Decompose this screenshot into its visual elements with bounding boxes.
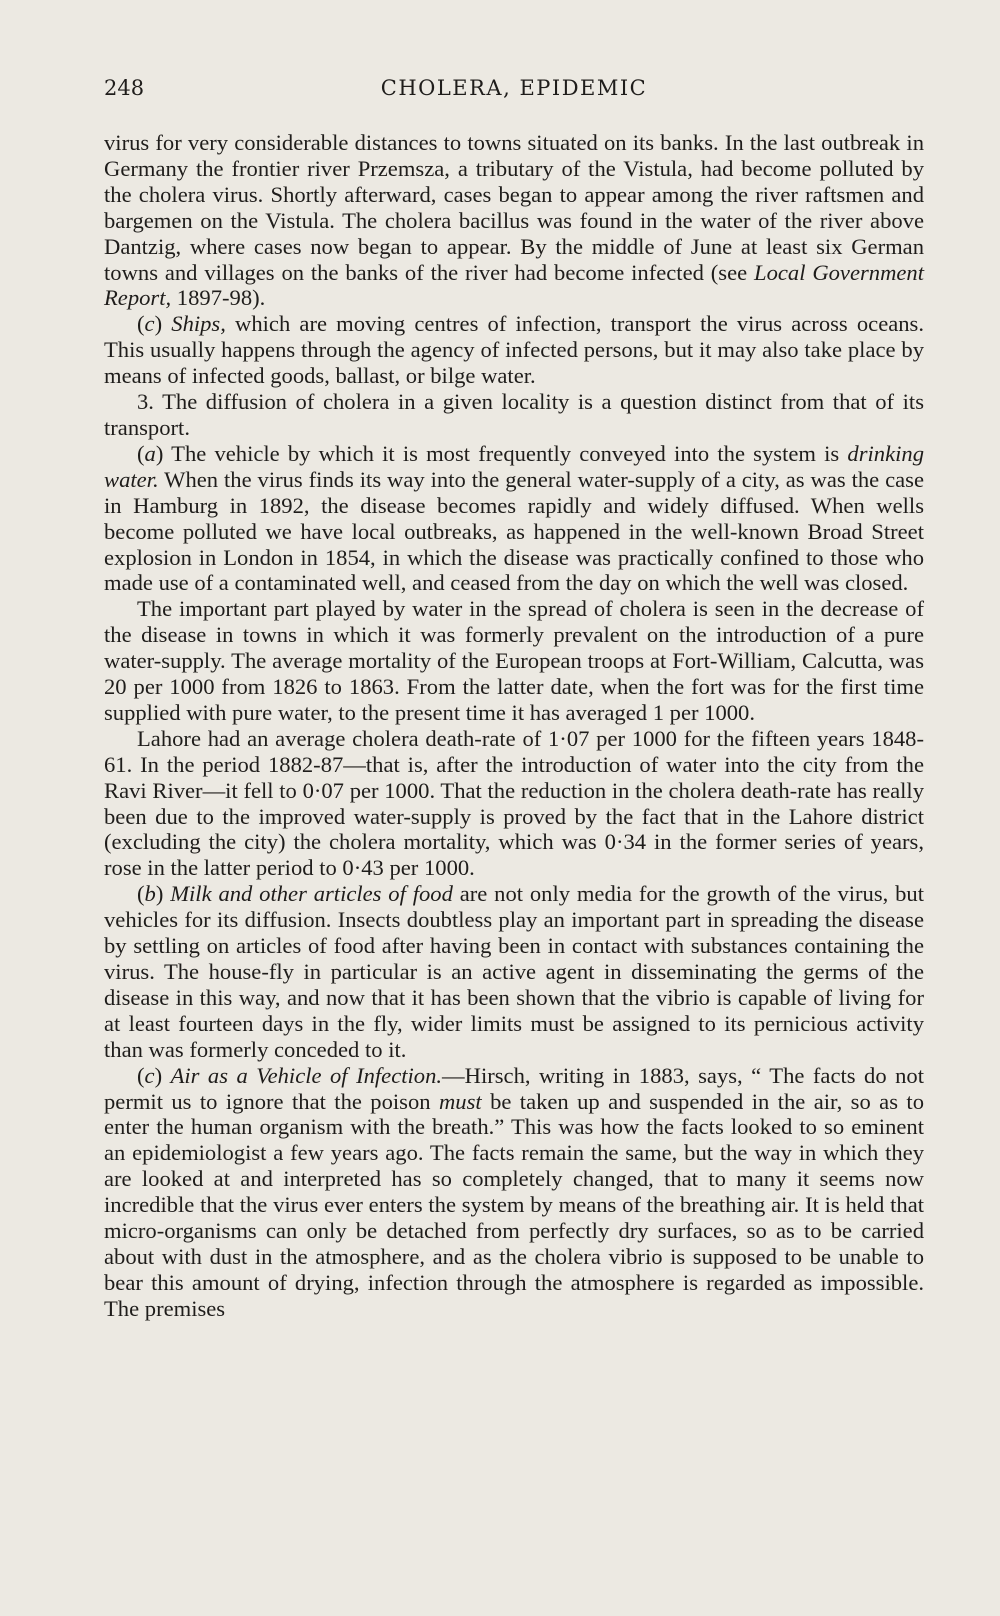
italic-text: must (438, 1088, 482, 1114)
paragraph (104, 311, 924, 389)
text-run: Lahore had an average cholera death-rate of 1·07 per 1000 for the fifteen years 1848-61. In the period 1882-87—that is, after the introduction of water into the city from the Ravi River—it fell to 0·07 per 1000. That the reduction in the cholera death-rate has really been due to the improved water-supply is proved by the fact that in the Lahore district (excluding the city) the cholera mortality, which was 0·34 in the former series of years, rose in the latter period to 0·43 per 1000. (104, 725, 924, 881)
text-run: ) (155, 881, 171, 907)
italic-text: a (144, 440, 156, 466)
italic-text: c (144, 311, 155, 337)
italic-text: c (144, 1062, 155, 1088)
text-run: ( (137, 1062, 145, 1088)
text-run: 1897-98). (171, 285, 266, 311)
italic-text: Milk and other articles of food (170, 881, 453, 907)
paragraph (104, 596, 924, 726)
italic-text: Local Government Report, (104, 259, 924, 311)
text-run: ) The vehicle by which it is most frequently conveyed into the system is (155, 440, 848, 466)
text-run: ( (137, 311, 145, 337)
text-run: ) (154, 1062, 171, 1088)
italic-text: b (144, 881, 156, 907)
text-run: virus for very considerable distances to towns situated on its banks. In the last outbreak in Germany the frontier river Przemsza, a tributary of the Vistula, had become polluted by the cholera virus. Shortly afterward, cases began to appear among the river raftsmen and bargemen on the Vistula. The cholera bacillus was found in the water of the river above Dantzig, where cases now began to appear. By the middle of June at least six German towns and villages on the banks of the river had become infected (see (104, 130, 924, 285)
paragraph (104, 726, 924, 881)
running-title: CHOLERA, EPIDEMIC (380, 76, 648, 100)
text-run: ( (137, 881, 145, 907)
text-run: When the virus finds its way into the general water-supply of a city, as was the case in Hamburg in 1892, the disease becomes rapidly and widely diffused. When wells become polluted we have local outbreaks, as happened in the well-known Broad Street explosion in London in 1854, in which the disease was practically confined to those who made use of a contaminated well, and ceased from the day on which the well was closed. (104, 466, 924, 596)
text-run: ( (137, 440, 145, 466)
text-run: The important part played by water in the spread of cholera is seen in the decrease of the disease in towns in which it was formerly prevalent on the introduction of a pure water-supply. The average mortality of the European troops at Fort-William, Calcutta, was 20 per 1000 from 1826 to 1863. From the latter date, when the fort was for the first time supplied with pure water, to the present time it has averaged 1 per 1000. (104, 596, 924, 725)
body-text (104, 130, 924, 1322)
text-run: 3. The diffusion of cholera in a given locality is a question distinct from that of its transport. (104, 389, 924, 440)
paragraph (104, 130, 924, 311)
italic-text: drinking water. (104, 440, 924, 492)
page-number: 248 (104, 76, 145, 100)
paragraph (104, 881, 924, 1062)
italic-text: Air as a Vehicle of Infection. (170, 1062, 443, 1088)
paragraph (104, 1063, 924, 1322)
paragraph (104, 389, 924, 441)
text-run: are not only media for the growth of the virus, but vehicles for its diffusion. Insects doubtless play an important part in spreading the disease by settling on articles of food after having been in contact with substances containing the virus. The house-fly in particular is an active agent in disseminating the germs of the disease in this way, and now that it has been shown that the vibrio is capable of living for at least fourteen days in the fly, wider limits must be assigned to its pernicious activity than was formerly conceded to it. (104, 881, 924, 1062)
page-header (104, 76, 924, 116)
paragraph (104, 441, 924, 596)
italic-text: Ships, (171, 311, 226, 337)
text-run: ) (154, 311, 172, 337)
text-run: which are moving centres of infection, transport the virus across oceans. This usually happens through the agency of infected persons, but it may also take place by means of infected goods, ballast, or bilge water. (104, 311, 924, 389)
text-run: be taken up and suspended in the air, so as to enter the human organism with the breath.” This was how the facts looked to so eminent an epidemiologist a few years ago. The facts remain the same, but the way in which they are looked at and interpreted has so completely changed, that to many it seems now incredible that the virus ever enters the system by means of the breathing air. It is held that micro-organisms can only be detached from perfectly dry surfaces, so as to be carried about with dust in the atmosphere, and as the cholera vibrio is supposed to be unable to bear this amount of drying, infection through the atmosphere is regarded as impossible. The premises (104, 1088, 924, 1321)
text-run: —Hirsch, writing in 1883, says, “ The facts do not permit us to ignore that the poison (104, 1062, 924, 1114)
